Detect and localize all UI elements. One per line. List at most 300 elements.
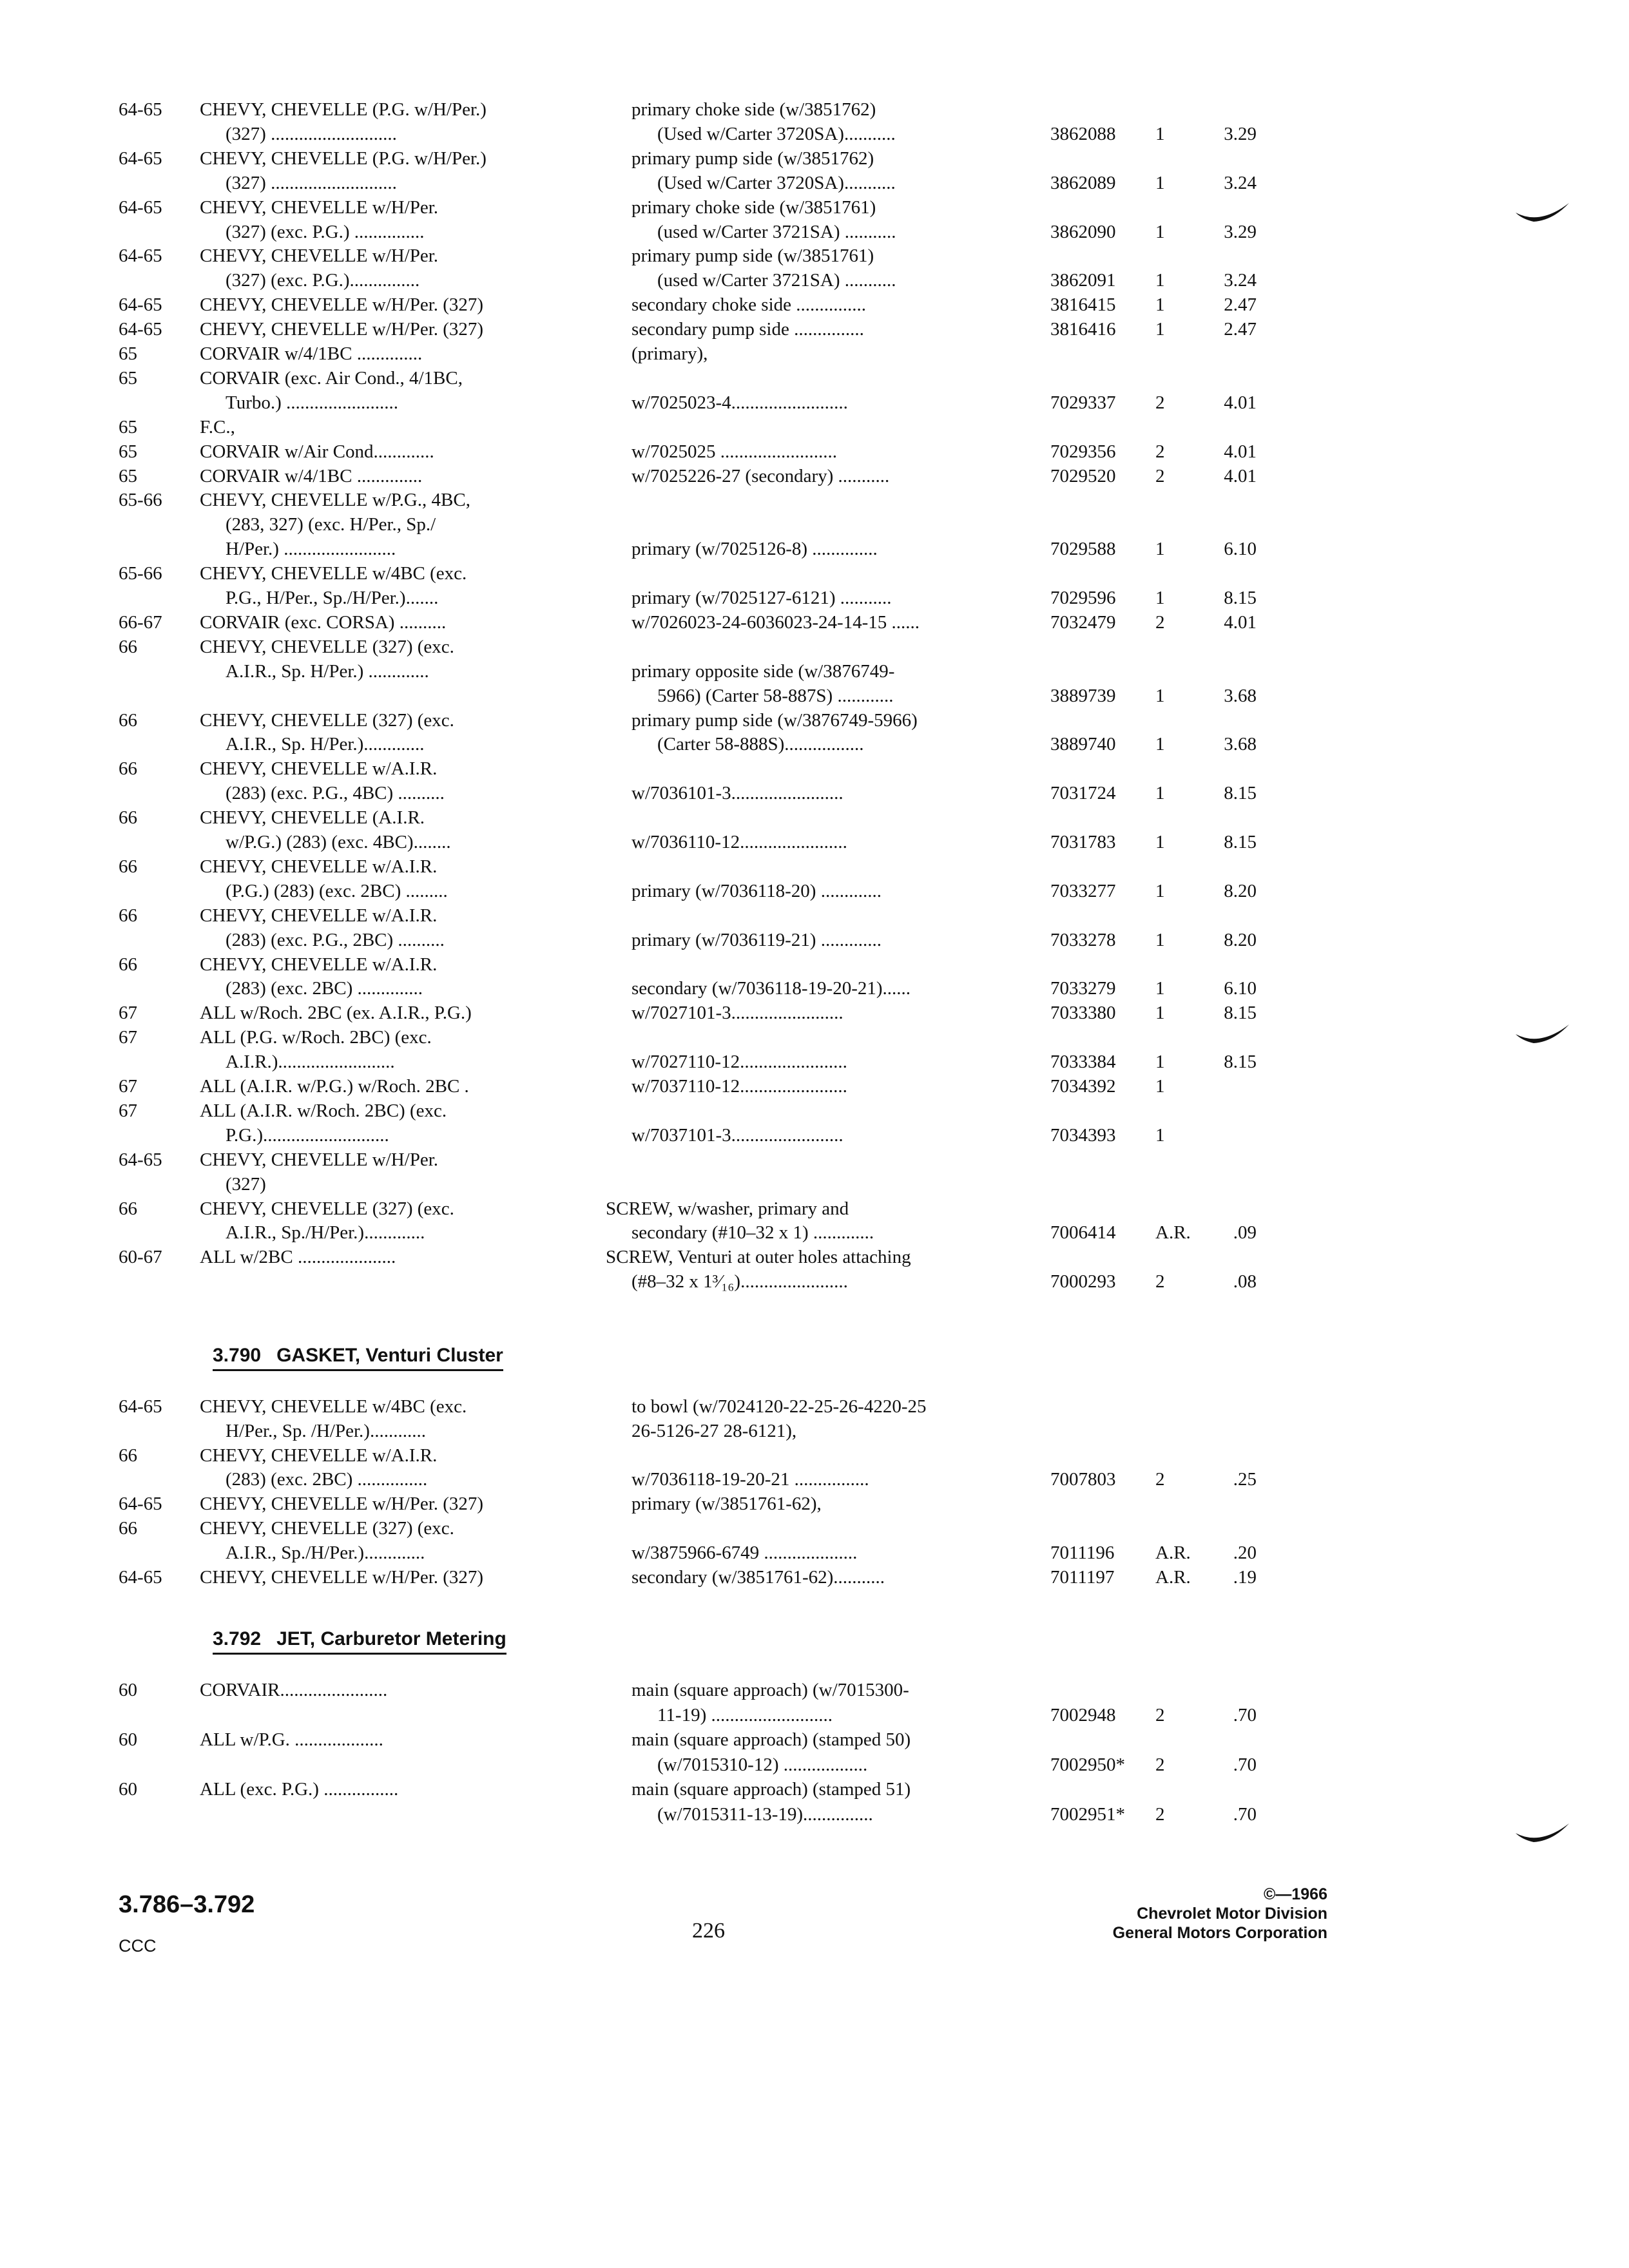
- table-row: [0, 488, 1629, 512]
- year-cell: 66: [119, 1445, 137, 1466]
- footer-ccc: CCC: [119, 1936, 157, 1956]
- year-cell: 60: [119, 1680, 137, 1700]
- price-cell: 8.15: [1224, 783, 1257, 804]
- description-cell: w/7036110-12.......................: [631, 832, 847, 852]
- part-number-cell: 7029596: [1050, 588, 1116, 608]
- part-number-cell: 3862088: [1050, 123, 1116, 144]
- description-cell: w/7037101-3........................: [631, 1124, 843, 1146]
- description-cell: primary pump side (w/3876749-5966): [631, 709, 918, 731]
- quantity-cell: 1: [1155, 172, 1165, 193]
- division-name: Chevrolet Motor Division: [1137, 1905, 1327, 1923]
- table-row: [0, 244, 1629, 267]
- description-cell: (used w/Carter 3721SA) ...........: [657, 221, 896, 242]
- price-cell: 8.20: [1224, 880, 1257, 901]
- application-cell: CORVAIR w/4/1BC ..............: [200, 343, 423, 364]
- year-cell: 64-65: [119, 294, 162, 316]
- application-cell: A.I.R., Sp./H/Per.).............: [226, 1542, 425, 1563]
- description-cell: secondary (w/3851761-62)...........: [631, 1566, 885, 1588]
- quantity-cell: 2: [1155, 392, 1165, 413]
- page-number: 226: [692, 1919, 725, 1943]
- price-cell: 8.15: [1224, 1052, 1257, 1073]
- price-cell: 4.01: [1224, 441, 1257, 462]
- part-number-cell: 7007803: [1050, 1469, 1116, 1490]
- year-cell: 64-65: [119, 1566, 162, 1588]
- table-row: [0, 1099, 1629, 1122]
- quantity-cell: 1: [1155, 270, 1165, 291]
- part-number-cell: 7029520: [1050, 465, 1116, 486]
- description-cell: w/7037110-12.......................: [631, 1076, 847, 1097]
- table-row: [0, 709, 1629, 732]
- year-cell: 66: [119, 807, 137, 829]
- table-row: [0, 318, 1629, 341]
- year-cell: 65: [119, 367, 137, 389]
- table-row: [0, 465, 1629, 488]
- description-cell: primary (w/7025126-8) ..............: [631, 539, 878, 560]
- part-number-cell: 3816416: [1050, 319, 1116, 340]
- table-row: [0, 684, 1629, 707]
- table-row: [0, 1026, 1629, 1049]
- part-number-cell: 7033277: [1050, 880, 1116, 901]
- section-heading-jet: [213, 1627, 506, 1655]
- application-cell: (327) ...........................: [226, 123, 397, 144]
- quantity-cell: 1: [1155, 880, 1165, 901]
- table-row: [0, 367, 1629, 390]
- part-number-cell: 3862089: [1050, 172, 1116, 193]
- table-row: [0, 1395, 1629, 1418]
- quantity-cell: 1: [1155, 1124, 1165, 1146]
- price-cell: 8.15: [1224, 832, 1257, 852]
- part-number-cell: 7011196: [1050, 1542, 1115, 1563]
- footer-section-range: 3.786–3.792: [119, 1891, 255, 1918]
- binder-tab-mark: [1514, 1021, 1572, 1053]
- quantity-cell: 1: [1155, 1076, 1165, 1097]
- year-cell: 66: [119, 1198, 137, 1219]
- year-cell: 66: [119, 1518, 137, 1539]
- table-row: [0, 611, 1629, 634]
- table-row: [0, 1566, 1629, 1589]
- description-cell: SCREW, w/washer, primary and: [606, 1198, 849, 1219]
- part-number-cell: 7034393: [1050, 1124, 1116, 1146]
- table-row: [0, 1468, 1629, 1491]
- application-cell: A.I.R., Sp. H/Per.).............: [226, 734, 425, 755]
- part-number-cell: 7032479: [1050, 611, 1116, 633]
- application-cell: CHEVY, CHEVELLE w/H/Per. (327): [200, 1494, 484, 1515]
- application-cell: A.I.R.).........................: [226, 1052, 395, 1073]
- description-cell: w/3875966-6749 ....................: [631, 1542, 858, 1563]
- application-cell: CHEVY, CHEVELLE w/H/Per.: [200, 197, 439, 218]
- part-number-cell: 3862090: [1050, 221, 1116, 242]
- description-cell: primary (w/7025127-6121) ...........: [631, 588, 892, 608]
- application-cell: CORVAIR (exc. CORSA) ..........: [200, 611, 447, 633]
- application-cell: (P.G.) (283) (exc. 2BC) .........: [226, 880, 448, 901]
- description-cell: w/7025025 .........................: [631, 441, 837, 462]
- price-cell: .08: [1233, 1271, 1257, 1293]
- application-cell: H/Per.) ........................: [226, 539, 396, 560]
- quantity-cell: 2: [1155, 1803, 1165, 1825]
- year-cell: 65: [119, 441, 137, 462]
- price-cell: 4.01: [1224, 465, 1257, 486]
- application-cell: CHEVY, CHEVELLE w/A.I.R.: [200, 954, 438, 975]
- application-cell: ALL (A.I.R. w/P.G.) w/Roch. 2BC .: [200, 1076, 469, 1097]
- year-cell: 66: [119, 905, 137, 926]
- table-row: [0, 904, 1629, 927]
- description-cell: (Used w/Carter 3720SA)...........: [657, 123, 896, 144]
- table-row: [0, 98, 1629, 121]
- year-cell: 60-67: [119, 1247, 162, 1268]
- description-cell: (#8–32 x 1³⁄₁₆).......................: [631, 1271, 848, 1293]
- description-cell: primary choke side (w/3851762): [631, 99, 876, 120]
- table-row: [0, 1444, 1629, 1467]
- table-row: [0, 440, 1629, 463]
- application-cell: CORVAIR (exc. Air Cond., 4/1BC,: [200, 367, 463, 389]
- quantity-cell: 1: [1155, 783, 1165, 804]
- table-row: [0, 1778, 1629, 1801]
- year-cell: 66: [119, 709, 137, 731]
- part-number-cell: 7006414: [1050, 1222, 1116, 1244]
- description-cell: primary pump side (w/3851762): [631, 148, 874, 169]
- table-row: [0, 416, 1629, 439]
- application-cell: CHEVY, CHEVELLE (327) (exc.: [200, 1518, 454, 1539]
- table-row: [0, 635, 1629, 658]
- description-cell: primary pump side (w/3851761): [631, 245, 874, 267]
- description-cell: 5966) (Carter 58-887S) ............: [657, 685, 894, 706]
- price-cell: 6.10: [1224, 539, 1257, 560]
- price-cell: .70: [1233, 1754, 1257, 1775]
- quantity-cell: 2: [1155, 441, 1165, 462]
- copyright: ©—1966: [1263, 1885, 1327, 1903]
- year-cell: 64-65: [119, 148, 162, 169]
- application-cell: CHEVY, CHEVELLE (327) (exc.: [200, 636, 454, 657]
- table-row: [0, 1704, 1629, 1727]
- quantity-cell: 1: [1155, 294, 1165, 316]
- year-cell: 66-67: [119, 611, 162, 633]
- year-cell: 64-65: [119, 1396, 162, 1417]
- part-number-cell: 7033384: [1050, 1052, 1116, 1073]
- table-row: [0, 1221, 1629, 1244]
- table-row: [0, 1124, 1629, 1147]
- table-row: [0, 1541, 1629, 1564]
- description-cell: primary (w/7036118-20) .............: [631, 880, 882, 901]
- section-name: GASKET, Venturi Cluster: [276, 1345, 503, 1366]
- price-cell: 8.15: [1224, 588, 1257, 608]
- quantity-cell: 1: [1155, 929, 1165, 950]
- binder-tab-mark: [1514, 1820, 1572, 1852]
- application-cell: CHEVY, CHEVELLE w/A.I.R.: [200, 1445, 438, 1466]
- application-cell: CHEVY, CHEVELLE w/H/Per. (327): [200, 319, 484, 340]
- description-cell: w/7025023-4.........................: [631, 392, 848, 413]
- quantity-cell: 2: [1155, 465, 1165, 486]
- application-cell: (283) (exc. P.G., 2BC) ..........: [226, 929, 445, 950]
- application-cell: ALL (exc. P.G.) ................: [200, 1779, 399, 1800]
- table-row: [0, 1728, 1629, 1751]
- price-cell: 3.24: [1224, 172, 1257, 193]
- part-number-cell: 7031783: [1050, 832, 1116, 852]
- application-cell: CHEVY, CHEVELLE (P.G. w/H/Per.): [200, 99, 487, 120]
- application-cell: CORVAIR w/Air Cond.............: [200, 441, 434, 462]
- table-row: [0, 293, 1629, 316]
- application-cell: w/P.G.) (283) (exc. 4BC)........: [226, 832, 451, 852]
- description-cell: 11-19) ..........................: [657, 1704, 833, 1725]
- description-cell: primary (w/3851761-62),: [631, 1494, 822, 1515]
- application-cell: CHEVY, CHEVELLE w/H/Per.: [200, 1149, 439, 1170]
- part-number-cell: 7029588: [1050, 539, 1116, 560]
- quantity-cell: 1: [1155, 539, 1165, 560]
- year-cell: 66: [119, 954, 137, 975]
- table-row: [0, 1148, 1629, 1171]
- price-cell: .09: [1233, 1222, 1257, 1244]
- application-cell: H/Per., Sp. /H/Per.)............: [226, 1420, 426, 1441]
- application-cell: CHEVY, CHEVELLE w/4BC (exc.: [200, 563, 467, 584]
- application-cell: Turbo.) ........................: [226, 392, 399, 413]
- table-row: [0, 1050, 1629, 1073]
- application-cell: CHEVY, CHEVELLE w/A.I.R.: [200, 856, 438, 877]
- price-cell: .19: [1233, 1566, 1257, 1588]
- table-row: [0, 1173, 1629, 1196]
- table-row: [0, 660, 1629, 683]
- application-cell: ALL (P.G. w/Roch. 2BC) (exc.: [200, 1027, 432, 1048]
- quantity-cell: 1: [1155, 1052, 1165, 1073]
- quantity-cell: 1: [1155, 1003, 1165, 1024]
- part-number-cell: 7033380: [1050, 1003, 1116, 1024]
- description-cell: main (square approach) (w/7015300-: [631, 1680, 909, 1700]
- quantity-cell: 1: [1155, 685, 1165, 706]
- application-cell: F.C.,: [200, 416, 235, 437]
- description-cell: w/7036118-19-20-21 ................: [631, 1469, 869, 1490]
- table-row: [0, 782, 1629, 805]
- description-cell: (w/7015310-12) ..................: [657, 1754, 868, 1775]
- part-number-cell: 3862091: [1050, 270, 1116, 291]
- quantity-cell: A.R.: [1155, 1222, 1191, 1244]
- table-row: [0, 928, 1629, 952]
- part-number-cell: 7002950*: [1050, 1754, 1125, 1775]
- application-cell: CHEVY, CHEVELLE w/4BC (exc.: [200, 1396, 467, 1417]
- application-cell: CHEVY, CHEVELLE w/A.I.R.: [200, 905, 438, 926]
- application-cell: CHEVY, CHEVELLE (327) (exc.: [200, 1198, 454, 1219]
- part-number-cell: 7002951*: [1050, 1803, 1125, 1825]
- quantity-cell: 2: [1155, 1271, 1165, 1293]
- price-cell: 4.01: [1224, 392, 1257, 413]
- price-cell: .70: [1233, 1704, 1257, 1725]
- year-cell: 64-65: [119, 1149, 162, 1170]
- application-cell: (327): [226, 1173, 266, 1195]
- price-cell: 4.01: [1224, 611, 1257, 633]
- description-cell: primary (w/7036119-21) .............: [631, 929, 882, 950]
- table-row: [0, 122, 1629, 146]
- part-number-cell: 7033278: [1050, 929, 1116, 950]
- table-row: [0, 1492, 1629, 1515]
- application-cell: CHEVY, CHEVELLE w/H/Per.: [200, 245, 439, 267]
- description-cell: primary choke side (w/3851761): [631, 197, 876, 218]
- description-cell: secondary (#10–32 x 1) .............: [631, 1222, 874, 1244]
- application-cell: (283) (exc. 2BC) ...............: [226, 1469, 428, 1490]
- description-cell: secondary choke side ...............: [631, 294, 867, 316]
- part-number-cell: 7029356: [1050, 441, 1116, 462]
- table-row: [0, 1001, 1629, 1024]
- section-number: 3.792: [213, 1628, 262, 1649]
- application-cell: (283) (exc. 2BC) ..............: [226, 978, 423, 999]
- application-cell: (327) (exc. P.G.)...............: [226, 270, 420, 291]
- table-row: [0, 562, 1629, 585]
- part-number-cell: 7011197: [1050, 1566, 1115, 1588]
- table-row: [0, 220, 1629, 244]
- application-cell: CORVAIR w/4/1BC ..............: [200, 465, 423, 486]
- year-cell: 60: [119, 1729, 137, 1750]
- description-cell: (w/7015311-13-19)...............: [657, 1803, 873, 1825]
- application-cell: CHEVY, CHEVELLE w/H/Per. (327): [200, 1566, 484, 1588]
- quantity-cell: A.R.: [1155, 1566, 1191, 1588]
- year-cell: 66: [119, 636, 137, 657]
- description-cell: to bowl (w/7024120-22-25-26-4220-25: [631, 1396, 927, 1417]
- quantity-cell: 1: [1155, 978, 1165, 999]
- table-row: [0, 513, 1629, 536]
- table-row: [0, 806, 1629, 829]
- application-cell: (327) ...........................: [226, 172, 397, 193]
- year-cell: 64-65: [119, 99, 162, 120]
- quantity-cell: 1: [1155, 832, 1165, 852]
- price-cell: .70: [1233, 1803, 1257, 1825]
- application-cell: CORVAIR.......................: [200, 1680, 388, 1700]
- part-number-cell: 7029337: [1050, 392, 1116, 413]
- year-cell: 60: [119, 1779, 137, 1800]
- year-cell: 64-65: [119, 1494, 162, 1515]
- table-row: [0, 1245, 1629, 1269]
- table-row: [0, 196, 1629, 219]
- price-cell: 6.10: [1224, 978, 1257, 999]
- table-row: [0, 879, 1629, 903]
- application-cell: CHEVY, CHEVELLE (327) (exc.: [200, 709, 454, 731]
- part-number-cell: 7033279: [1050, 978, 1116, 999]
- description-cell: (Used w/Carter 3720SA)...........: [657, 172, 896, 193]
- year-cell: 64-65: [119, 319, 162, 340]
- table-row: [0, 855, 1629, 878]
- price-cell: 3.68: [1224, 685, 1257, 706]
- table-row: [0, 391, 1629, 414]
- application-cell: ALL (A.I.R. w/Roch. 2BC) (exc.: [200, 1100, 447, 1121]
- description-cell: w/7036101-3........................: [631, 783, 843, 804]
- description-cell: 26-5126-27 28-6121),: [631, 1420, 797, 1441]
- table-row: [0, 1678, 1629, 1702]
- section-heading-gasket: [213, 1343, 503, 1371]
- year-cell: 66: [119, 856, 137, 877]
- year-cell: 65-66: [119, 563, 162, 584]
- table-row: [0, 1075, 1629, 1098]
- description-cell: w/7027101-3........................: [631, 1003, 843, 1024]
- price-cell: 8.20: [1224, 929, 1257, 950]
- year-cell: 65: [119, 343, 137, 364]
- quantity-cell: 1: [1155, 319, 1165, 340]
- application-cell: P.G., H/Per., Sp./H/Per.).......: [226, 588, 439, 608]
- quantity-cell: 2: [1155, 1754, 1165, 1775]
- description-cell: (Carter 58-888S).................: [657, 734, 864, 755]
- description-cell: w/7027110-12.......................: [631, 1052, 847, 1073]
- table-row: [0, 586, 1629, 610]
- price-cell: 3.29: [1224, 123, 1257, 144]
- description-cell: (used w/Carter 3721SA) ...........: [657, 270, 896, 291]
- table-row: [0, 171, 1629, 195]
- quantity-cell: 1: [1155, 588, 1165, 608]
- part-number-cell: 7000293: [1050, 1271, 1116, 1293]
- year-cell: 64-65: [119, 245, 162, 267]
- quantity-cell: 2: [1155, 1469, 1165, 1490]
- description-cell: w/7025226-27 (secondary) ...........: [631, 465, 890, 486]
- year-cell: 67: [119, 1003, 137, 1024]
- year-cell: 65: [119, 465, 137, 486]
- table-row: [0, 537, 1629, 561]
- quantity-cell: 1: [1155, 123, 1165, 144]
- price-cell: 2.47: [1224, 294, 1257, 316]
- table-row: [0, 1753, 1629, 1776]
- year-cell: 67: [119, 1100, 137, 1121]
- binder-tab-mark: [1514, 200, 1572, 232]
- table-row: [0, 147, 1629, 170]
- year-cell: 65: [119, 416, 137, 437]
- application-cell: ALL w/P.G. ...................: [200, 1729, 383, 1750]
- year-cell: 65-66: [119, 490, 162, 511]
- section-name: JET, Carburetor Metering: [276, 1628, 506, 1649]
- table-row: [0, 977, 1629, 1000]
- application-cell: CHEVY, CHEVELLE w/H/Per. (327): [200, 294, 484, 316]
- part-number-cell: 7031724: [1050, 783, 1116, 804]
- application-cell: A.I.R., Sp. H/Per.) .............: [226, 660, 429, 682]
- price-cell: 3.24: [1224, 270, 1257, 291]
- description-cell: secondary (w/7036118-19-20-21)......: [631, 978, 911, 999]
- year-cell: 67: [119, 1076, 137, 1097]
- price-cell: 2.47: [1224, 319, 1257, 340]
- part-number-cell: 3816415: [1050, 294, 1116, 316]
- table-row: [0, 757, 1629, 780]
- table-row: [0, 1419, 1629, 1443]
- year-cell: 64-65: [119, 197, 162, 218]
- table-row: [0, 1270, 1629, 1293]
- table-row: [0, 1197, 1629, 1220]
- application-cell: P.G.)...........................: [226, 1124, 389, 1146]
- part-number-cell: 3889739: [1050, 685, 1116, 706]
- description-cell: primary opposite side (w/3876749-: [631, 660, 895, 682]
- description-cell: (primary),: [631, 343, 708, 364]
- quantity-cell: A.R.: [1155, 1542, 1191, 1563]
- footer-publisher: [1031, 1885, 1327, 1943]
- price-cell: 3.68: [1224, 734, 1257, 755]
- table-row: [0, 342, 1629, 365]
- year-cell: 67: [119, 1027, 137, 1048]
- table-row: [0, 733, 1629, 756]
- price-cell: .25: [1233, 1469, 1257, 1490]
- part-number-cell: 3889740: [1050, 734, 1116, 755]
- application-cell: (283, 327) (exc. H/Per., Sp./: [226, 514, 436, 535]
- quantity-cell: 2: [1155, 1704, 1165, 1725]
- table-row: [0, 269, 1629, 292]
- application-cell: CHEVY, CHEVELLE w/P.G., 4BC,: [200, 490, 470, 511]
- table-row: [0, 831, 1629, 854]
- quantity-cell: 2: [1155, 611, 1165, 633]
- application-cell: (327) (exc. P.G.) ...............: [226, 221, 425, 242]
- application-cell: CHEVY, CHEVELLE (A.I.R.: [200, 807, 425, 829]
- quantity-cell: 1: [1155, 221, 1165, 242]
- price-cell: .20: [1233, 1542, 1257, 1563]
- year-cell: 66: [119, 758, 137, 780]
- section-number: 3.790: [213, 1345, 262, 1366]
- price-cell: 3.29: [1224, 221, 1257, 242]
- table-row: [0, 953, 1629, 976]
- application-cell: ALL w/2BC .....................: [200, 1247, 396, 1268]
- table-row: [0, 1517, 1629, 1540]
- quantity-cell: 1: [1155, 734, 1165, 755]
- description-cell: w/7026023-24-6036023-24-14-15 ......: [631, 611, 920, 633]
- description-cell: SCREW, Venturi at outer holes attaching: [606, 1247, 911, 1268]
- application-cell: A.I.R., Sp./H/Per.).............: [226, 1222, 425, 1244]
- part-number-cell: 7034392: [1050, 1076, 1116, 1097]
- price-cell: 8.15: [1224, 1003, 1257, 1024]
